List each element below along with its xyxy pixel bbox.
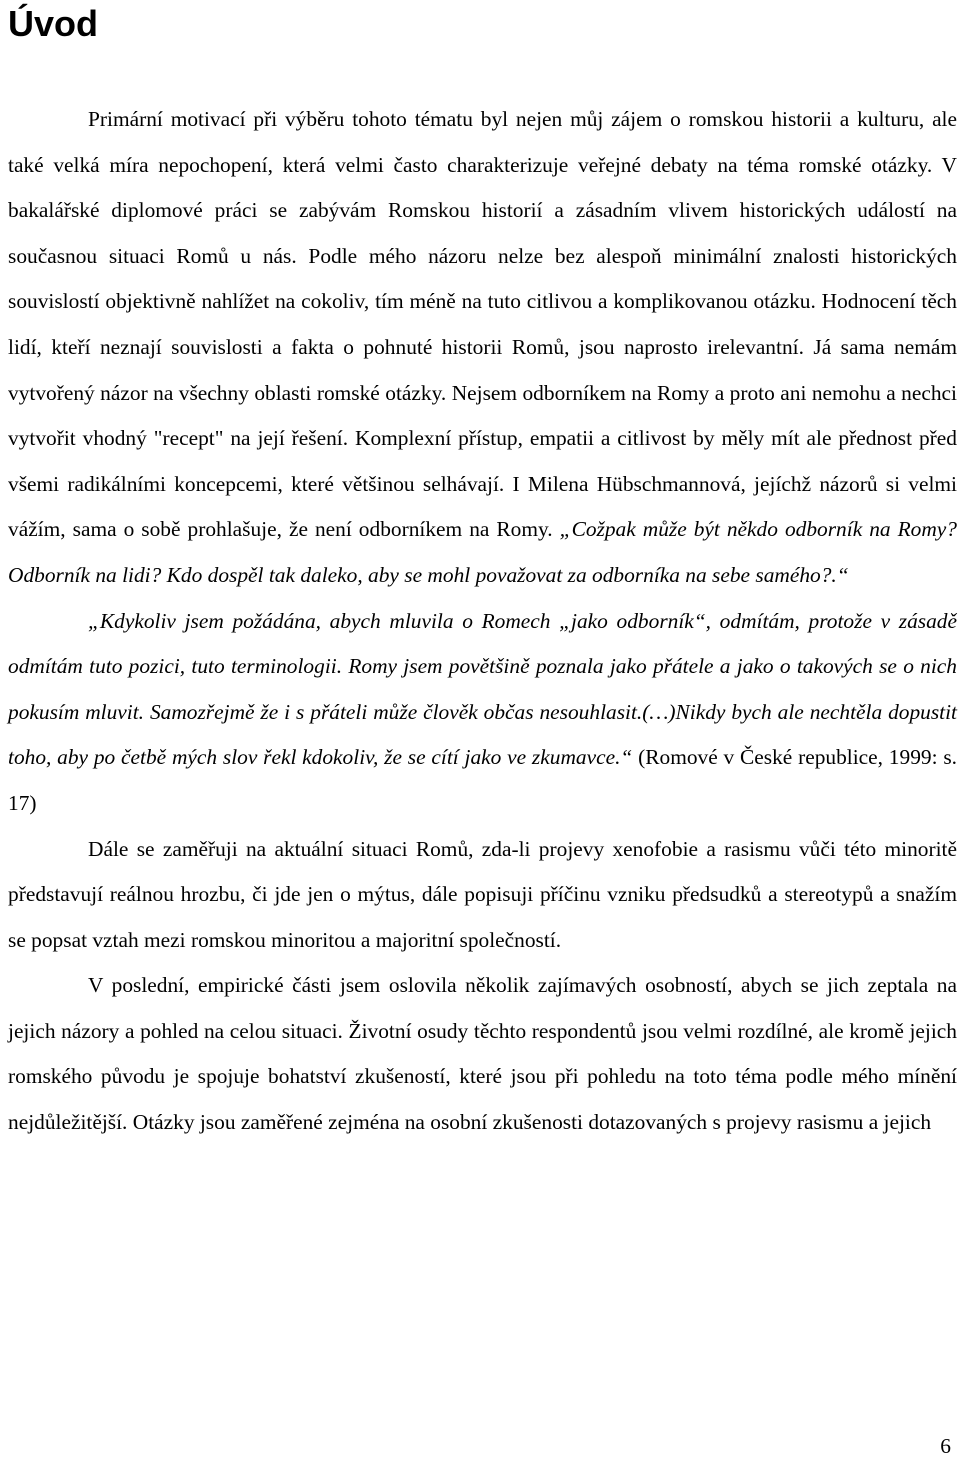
- paragraph-2-quote-text: „Kdykoliv jsem požádána, abych mluvila o Romech „jako odborník“, odmítám, protože v zásadě odmítám tuto pozici, tuto terminologii. Romy jsem povětšině poznala jako přátele a jako o takových se o nich pokusím mluvit. Samozřejmě že i s přáteli může člověk občas nesouhlasit.(…)Nikdy bych ale nechtěla dopustit toho, aby po četbě mých slov řekl kdokoliv, že se cítí jako ve zkumavce.“: [8, 608, 957, 770]
- paragraph-3-text: Dále se zaměřuji na aktuální situaci Romů, zda-li projevy xenofobie a rasismu vůči této minoritě představují reálnou hrozbu, či jde jen o mýtus, dále popisuji příčinu vzniku předsudků a stereotypů a snažím se popsat vztah mezi romskou minoritou a majoritní společností.: [8, 836, 957, 952]
- page-title: Úvod: [8, 3, 98, 44]
- paragraph-3: [8, 827, 957, 964]
- paragraph-1: [8, 97, 957, 599]
- paragraph-4-text: V poslední, empirické části jsem oslovila několik zajímavých osobností, abych se jich zeptala na jejich názory a pohled na celou situaci. Životní osudy těchto respondentů jsou velmi rozdílné, ale kromě jejich romského původu je spojuje bohatství zkušeností, které jsou při pohledu na toto téma podle mého mínění nejdůležitější. Otázky jsou zaměřené zejména na osobní zkušenosti dotazovaných s projevy rasismu a jejich: [8, 973, 957, 1135]
- paragraph-4: [8, 963, 957, 1145]
- paragraph-2-citation: (Romové v České republice, 1999: s. 17): [8, 745, 957, 815]
- paragraph-2-quote: [8, 599, 957, 827]
- paragraph-1-quote: „Cožpak může být někdo odborník na Romy? Odborník na lidi? Kdo dospěl tak daleko, aby se mohl považovat za odborníka na sebe samého?.“: [8, 517, 958, 587]
- paragraph-1-text: Primární motivací při výběru tohoto tématu byl nejen můj zájem o romskou historii a kulturu, ale také velká míra nepochopení, která velmi často charakterizuje veřejné debaty na téma romské otázky. V bakalářské diplomové práci se zabývám Romskou historií a zásadním vlivem historických událostí na současnou situaci Romů u nás. Podle mého názoru nelze bez alespoň minimální znalosti historických souvislostí objektivně nahlížet na cokoliv, tím méně na tuto citlivou a komplikovanou otázku. Hodnocení těch lidí, kteří neznají souvislosti a fakta o pohnuté historii Romů, jsou naprosto irelevantní. Já sama nemám vytvořený názor na všechny oblasti romské otázky. Nejsem odborníkem na Romy a proto ani nemohu a nechci vytvořit vhodný "recept" na její řešení. Komplexní přístup, empatii a citlivost by měly mít ale přednost před všemi radikálními koncepcemi, které většinou selhávají. I Milena Hübschmannová, jejíchž názorů si velmi vážím, sama o sobě prohlašuje, že není odborníkem na Romy.: [8, 107, 957, 542]
- body-text: [8, 97, 957, 1146]
- page-number: 6: [940, 1434, 951, 1458]
